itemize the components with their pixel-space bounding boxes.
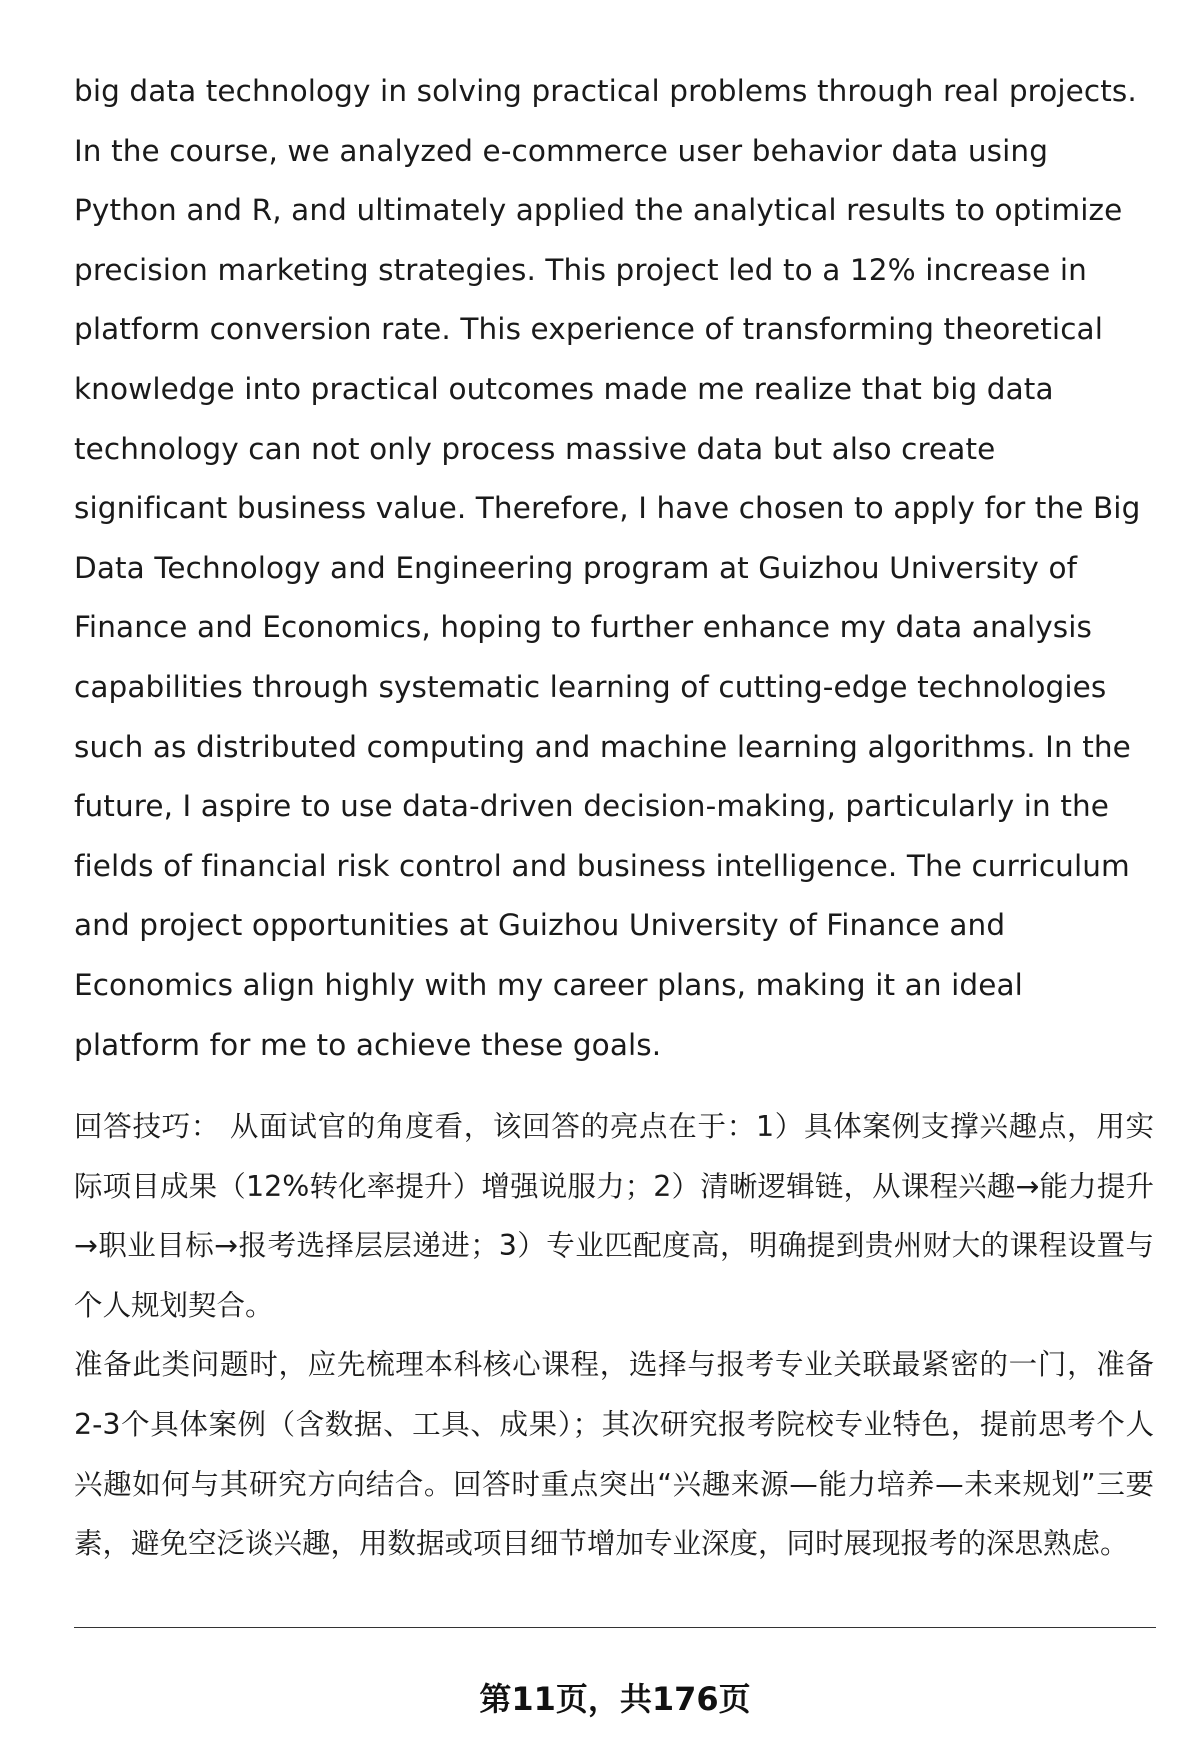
document-body bbox=[74, 62, 1154, 1574]
answer-tip-paragraph: 回答技巧： 从面试官的角度看，该回答的亮点在于：1）具体案例支撑兴趣点，用实际项目成果（12%转化率提升）增强说服力；2）清晰逻辑链，从课程兴趣→能力提升→职业目标→报考选择层层递进；3）专业匹配度高，明确提到贵州财大的课程设置与个人规划契合。 bbox=[74, 1110, 1154, 1322]
answer-tips-section bbox=[74, 1097, 1154, 1574]
english-answer-paragraph: big data technology in solving practical problems through real projects. In the course, we analyzed e-commerce user behavior data using Python and R, and ultimately applied the analytical results to optimize precision marketing strategies. This project led to a 12% increase in platform conversion rate. This experience of transforming theoretical knowledge into practical outcomes made me realize that big data technology can not only process massive data but also create significant business value. Therefore, I have chosen to apply for the Big Data Technology and Engineering program at Guizhou University of Finance and Economics, hoping to further enhance my data analysis capabilities through systematic learning of cutting-edge technologies such as distributed computing and machine learning algorithms. In the future, I aspire to use data-driven decision-making, particularly in the fields of financial risk control and business intelligence. The curriculum and project opportunities at Guizhou University of Finance and Economics align highly with my career plans, making it an ideal platform for me to achieve these goals. bbox=[74, 74, 1141, 1062]
page-number: 第11页，共176页 bbox=[479, 1680, 751, 1718]
preparation-advice-paragraph: 准备此类问题时，应先梳理本科核心课程，选择与报考专业关联最紧密的一门，准备2-3个具体案例（含数据、工具、成果）；其次研究报考院校专业特色，提前思考个人兴趣如何与其研究方向结合。回答时重点突出“兴趣来源—能力培养—未来规划”三要素，避免空泛谈兴趣，用数据或项目细节增加专业深度，同时展现报考的深思熟虑。 bbox=[74, 1348, 1154, 1561]
footer-divider bbox=[74, 1627, 1156, 1628]
